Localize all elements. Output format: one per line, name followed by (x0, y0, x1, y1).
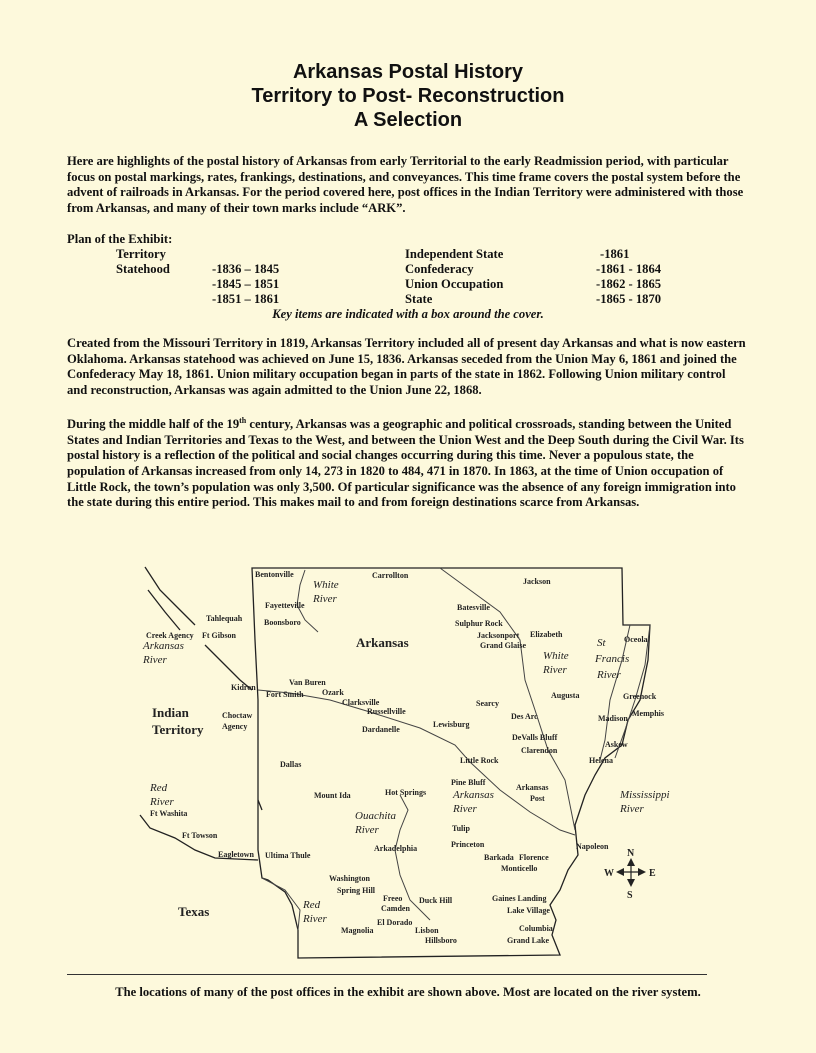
town-arkadelphia: Arkadelphia (374, 844, 418, 853)
town-ozark: Ozark (322, 688, 344, 697)
town-helena: Helena (589, 756, 613, 765)
compass-north-arrow (627, 858, 635, 866)
title-line-3: A Selection (353, 109, 463, 131)
label-red-river-2b: River (303, 913, 327, 925)
town-freeo: Freeo (383, 894, 403, 903)
town-tahlequah: Tahlequah (206, 614, 243, 623)
plan-left-label-0: Territory (116, 247, 166, 261)
town-duck-hill: Duck Hill (419, 896, 453, 905)
town-batesville: Batesville (457, 603, 490, 612)
town-askew: Askew (605, 740, 628, 749)
label-stfrancis-1: St (597, 637, 606, 649)
plan-left-label-1: Statehood (116, 262, 170, 276)
town-choctaw: Choctaw (222, 711, 253, 720)
town-florence: Florence (519, 853, 549, 862)
title-line-2: Territory to Post- Reconstruction (251, 85, 565, 107)
label-ouachita-1: Ouachita (355, 810, 396, 822)
town-pine-bluff: Pine Bluff (451, 778, 486, 787)
town-grand-lake: Grand Lake (507, 936, 550, 945)
town-bentonville: Bentonville (255, 570, 294, 579)
title-line-1: Arkansas Postal History (292, 61, 524, 83)
compass-rose (604, 848, 656, 901)
town-hillsboro: Hillsboro (425, 936, 457, 945)
label-red-river-1b: River (150, 796, 174, 808)
town-lewisburg: Lewisburg (433, 720, 470, 729)
town-searcy: Searcy (476, 699, 499, 708)
label-white-river-1b: River (313, 593, 337, 605)
plan-right-label-1: Confederacy (405, 262, 474, 276)
town-madison: Madison (598, 714, 628, 723)
town-des-arc: Des Arc (511, 712, 538, 721)
label-territory: Territory (152, 722, 204, 737)
label-red-river-2a: Red (303, 899, 321, 911)
town-napoleon: Napoleon (576, 842, 609, 851)
label-stfrancis-2: Francis (595, 653, 630, 665)
town-washington: Washington (329, 874, 370, 883)
label-white-river-2a: White (543, 650, 569, 662)
town-monticello: Monticello (501, 864, 538, 873)
town-creek-agency: Creek Agency (146, 631, 194, 640)
label-stfrancis-3: River (597, 669, 621, 681)
town-spring-hill: Spring Hill (337, 886, 376, 895)
town-van-buren: Van Buren (289, 678, 326, 687)
town-camden: Camden (381, 904, 410, 913)
town-fayetteville: Fayetteville (265, 601, 305, 610)
label-arkansas-river-2a: Arkansas (453, 789, 494, 801)
town-ft-gibson: Ft Gibson (202, 631, 237, 640)
river-red (262, 878, 300, 930)
compass-w: W (604, 868, 614, 879)
town-boonsboro: Boonsboro (264, 618, 301, 627)
intro-paragraph: Here are highlights of the postal history of Arkansas from early Territorial to the early Readmission period, with particular focus on postal markings, rates, frankings, destinations, and conveyances. This time frame covers the postal system before the advent of railroads in Arkansas. For the period covered here, post offices in the Indian Territory were administered with those from Arkansas, and many of their town marks include “ARK”. (67, 154, 744, 215)
history-paragraph: Created from the Missouri Territory in 1819, Arkansas Territory included all of present day Arkansas and what is now eastern Oklahoma. Arkansas statehood was achieved on June 15, 1836. Arkansas seceded from the Union May 6, 1861 and joined the Confederacy May 18, 1861. Union military occupation began in parts of the state in 1862. Following Union military control and reconstruction, Arkansas was again admitted to the Union June 22, 1868. (67, 336, 746, 397)
town-clarendon: Clarendon (521, 746, 558, 755)
town-magnolia: Magnolia (341, 926, 374, 935)
town-arkansas-post-1: Arkansas (516, 783, 549, 792)
town-carrollton: Carrollton (372, 571, 409, 580)
town-elizabeth: Elizabeth (530, 630, 563, 639)
town-hot-springs: Hot Springs (385, 788, 427, 797)
plan-right-range-0: -1861 (600, 247, 630, 261)
compass-e: E (649, 868, 656, 879)
town-princeton: Princeton (451, 840, 485, 849)
divider (67, 974, 707, 975)
label-ouachita-2: River (355, 824, 379, 836)
town-dallas: Dallas (280, 760, 302, 769)
plan-left-range-1: -1836 – 1845 (212, 262, 280, 276)
label-indian: Indian (152, 705, 189, 720)
town-jacksonport: Jacksonport (477, 631, 520, 640)
town-jackson: Jackson (523, 577, 551, 586)
town-ft-towson: Ft Towson (182, 831, 218, 840)
town-fort-smith: Fort Smith (266, 690, 304, 699)
town-oceola: Oceola (624, 635, 648, 644)
label-red-river-1a: Red (150, 782, 168, 794)
town-augusta: Augusta (551, 691, 580, 700)
compass-west-arrow (616, 868, 624, 876)
town-columbia: Columbia (519, 924, 553, 933)
town-sulphur-rock: Sulphur Rock (455, 619, 503, 628)
town-el-dorado: El Dorado (377, 918, 413, 927)
plan-right-label-2: Union Occupation (405, 277, 504, 291)
compass-south-arrow (627, 879, 635, 887)
town-russellville: Russellville (367, 707, 406, 716)
label-white-river-2b: River (543, 664, 567, 676)
town-dardanelle: Dardanelle (362, 725, 400, 734)
label-texas: Texas (178, 904, 210, 919)
compass-n: N (627, 848, 635, 859)
town-kidron: Kidron (231, 683, 256, 692)
plan-heading: Plan of the Exhibit: (67, 232, 173, 246)
town-gaines-landing: Gaines Landing (492, 894, 547, 903)
town-little-rock: Little Rock (460, 756, 499, 765)
label-arkansas-river-1a: Arkansas (143, 640, 184, 652)
town-lake-village: Lake Village (507, 906, 550, 915)
crossroads-part-b: century, Arkansas was a geographic and political crossroads, standing between the United States and Indian Territories and Texas to the West, and between the Union West and the Deep South during the Civil War. Its postal history is a reflection of the political and social changes occurring during this time. Never a populous state, the population of Arkansas increased from only 14, 273 in 1820 to 484, 471 in 1870. In 1863, at the time of Union occupation of Little Rock, the town’s population was only 3,500. Of particular significance was the absence of any foreign immigration into the state during this entire period. This makes mail to and from foreign destinations scarce from Arkansas. (67, 417, 744, 510)
map-rivers (258, 568, 650, 930)
plan-right-label-0: Independent State (405, 247, 504, 261)
town-memphis: Memphis (632, 709, 664, 718)
town-arkansas-post-2: Post (530, 794, 545, 803)
town-clarksville: Clarksville (342, 698, 380, 707)
plan-right-range-2: -1862 - 1865 (596, 277, 662, 291)
town-lisbon: Lisbon (415, 926, 439, 935)
town-barkada: Barkada (484, 853, 514, 862)
label-white-river-1a: White (313, 579, 339, 591)
plan-left-range-2: -1845 – 1851 (212, 277, 280, 291)
plan-right-range-1: -1861 - 1864 (596, 262, 662, 276)
plan-right-label-3: State (405, 292, 433, 306)
town-ultima-thule: Ultima Thule (265, 851, 311, 860)
plan-left-range-3: -1851 – 1861 (212, 292, 280, 306)
label-mississippi-2: River (620, 803, 644, 815)
town-tulip: Tulip (452, 824, 470, 833)
town-mount-ida: Mount Ida (314, 791, 351, 800)
town-ft-washita: Ft Washita (150, 809, 188, 818)
town-greenock: Greenock (623, 692, 657, 701)
town-devalls-bluff: DeValls Bluff (512, 733, 558, 742)
map-caption: The locations of many of the post offices in the exhibit are shown above. Most are located on the river system. (115, 985, 701, 999)
compass-s: S (627, 890, 633, 901)
label-arkansas-river-1b: River (143, 654, 167, 666)
crossroads-sup: th (239, 416, 247, 425)
crossroads-part-a: During the middle half of the 19 (67, 417, 240, 432)
territory-line-2 (148, 590, 180, 630)
compass-east-arrow (638, 868, 646, 876)
town-grand-glaise: Grand Glaise (480, 641, 527, 650)
plan-right-range-3: -1865 - 1870 (596, 292, 662, 306)
town-eagletown: Eagletown (218, 850, 254, 859)
label-arkansas: Arkansas (356, 635, 409, 650)
label-mississippi-1: Mississippi (620, 789, 670, 801)
label-arkansas-river-2b: River (453, 803, 477, 815)
plan-note: Key items are indicated with a box around the cover. (272, 307, 544, 321)
town-agency: Agency (222, 722, 248, 731)
